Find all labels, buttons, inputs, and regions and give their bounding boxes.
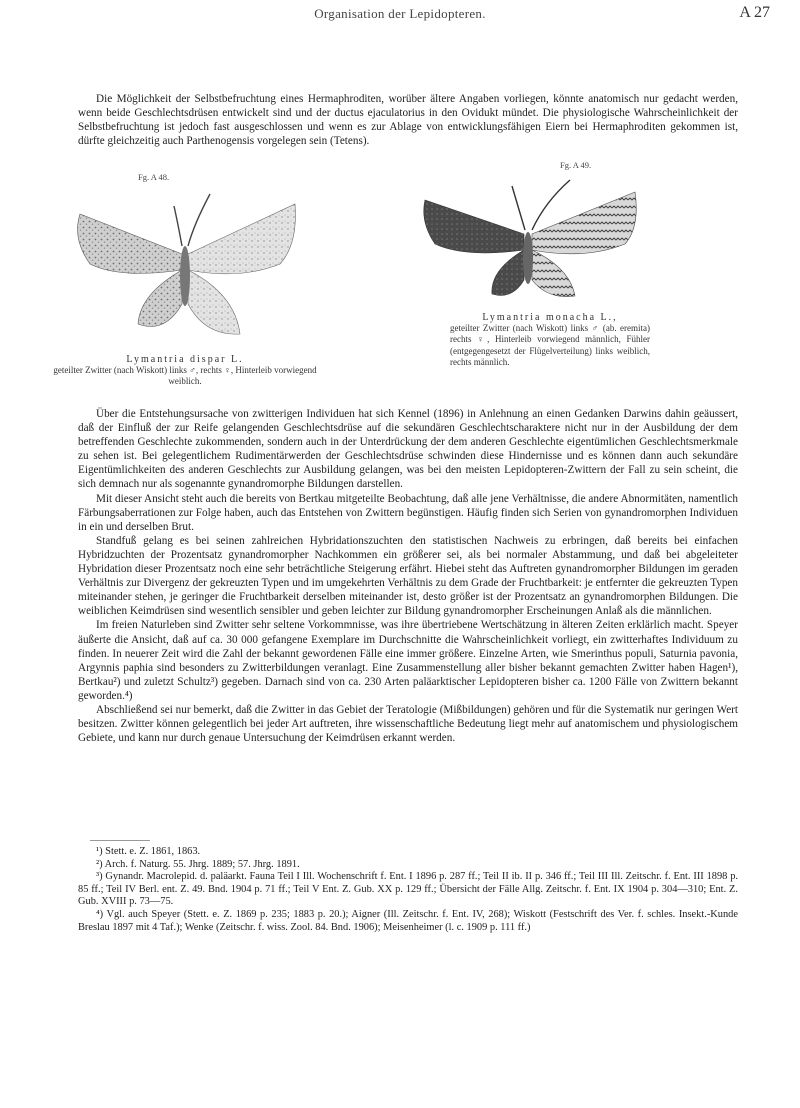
figure-caption <box>40 354 330 388</box>
figure-a49 <box>420 160 660 400</box>
body-paragraph: Über die Entstehungsursache von zwitterigen Individuen hat sich Kennel (1896) in Anlehnung an einen Gedanken Darwins dahin geäussert, daß der Einfluß der zur Reife gelangenden Geschlechtsdrüse auf die sekundären Geschlechtscharaktere nicht nur in der Ausbildung der dem betreffenden Geschlechte zukommenden, sondern auch in der Unterdrückung der dem anderen Geschlechte eigentümlichen Geschlechtsmerkmale zu sehen ist. Bei gelegentlichem Rudimentärwerden der Geschlechtsdrüse schwinden diese Hindernisse und es können dann auch sekundäre Eigentümlichkeiten des anderen Geschlechts zur Ausbildung gelangen, was bei den meisten Lepidopteren-Zwittern der Fall zu sein scheint, die sich demnach nur als sogenannte gynandromorphe Bildungen darstellen. <box>78 408 738 491</box>
moth-illustration-monacha <box>420 172 640 312</box>
caption-text: geteilter Zwitter (nach Wiskott) links ♂ (ab. eremita) rechts ♀, Hinterleib vorwiegend männlich, Fühler (entgegengesetzt der Flügelverteilung) links weiblich, rechts männlich. <box>450 323 650 367</box>
footnote-divider <box>90 840 150 841</box>
intro-section <box>78 92 738 148</box>
species-name: Lymantria monacha L., <box>482 312 618 323</box>
footnote: ⁴) Vgl. auch Speyer (Stett. e. Z. 1869 p. 235; 1883 p. 20.); Aigner (Ill. Zeitschr. f. Ent. IV, 268); Wiskott (Festschrift des Ver. f. schles. Insekt.-Kunde Breslau 1897 mit 4 Taf.); Wenke (Zeitschr. f. wiss. Zool. 84. Bnd. 1906); Meisenheimer (l. c. 1909 p. 111 ff.) <box>78 908 738 933</box>
body-section <box>78 407 738 745</box>
moth-illustration-dispar <box>70 184 300 344</box>
figure-caption <box>450 312 650 368</box>
body-paragraph: Abschließend sei nur bemerkt, daß die Zwitter in das Gebiet der Teratologie (Mißbildungen) gehören und für die Systematik nur geringen Wert besitzen. Zwitter können gelegentlich bei jeder Art auftreten, ihre wissenschaftliche Bedeutung liegt mehr auf anatomischem und physiologischem Gebiete, und kann nur durch genaue Untersuchung der Keimdrüsen erkannt werden. <box>78 703 738 745</box>
body-paragraph: Standfuß gelang es bei seinen zahlreichen Hybridationszuchten den statistischen Nachweis zu erbringen, daß bereits bei einfachen Hybridzuchten der Prozentsatz gynandromorpher Nachkommen ein größerer sei, als bei normaler Abstammung, und daß bei abgeleiteter Hybridation dieser Prozentsatz noch eine sehr beträchtliche Steigerung erfährt. Hiebei steht das Auftreten gynandromorpher Bildungen im geraden Verhältnis zur Divergenz der gekreuzten Typen und im umgekehrten Verhältnis zu dem Grade der Fruchtbarkeit: je entfernter die gekreuzten Typen miteinander stehen, je geringer die Fruchtbarkeit derselben miteinander ist, desto größer ist der Prozentsatz an gynandromorphen Bildungen. Die weiblichen Keimdrüsen sind wesentlich sensibler und geben leichter zur Bildung gynandromorpher Erscheinungen Anlaß als die männlichen. <box>78 534 738 618</box>
footnotes <box>78 846 738 934</box>
figure-a48 <box>40 172 330 402</box>
species-name: Lymantria dispar L. <box>126 354 244 365</box>
body-paragraph: Mit dieser Ansicht steht auch die bereits von Bertkau mitgeteilte Beobachtung, daß alle jene Verhältnisse, die andere Abnormitäten, namentlich Färbungsaberrationen zur Folge haben, auch das Entstehen von Zwittern begünstigen. Häufig finden sich Serien von gynandromorphen Individuen in ein und derselben Brut. <box>78 492 738 533</box>
footnote: ¹) Stett. e. Z. 1861, 1863. <box>96 846 201 857</box>
intro-paragraph: Die Möglichkeit der Selbstbefruchtung eines Hermaphroditen, worüber ältere Angaben vorliegen, könnte anatomisch nur gedacht werden, wenn beide Geschlechtsdrüsen entwickelt sind und der ductus ejaculatorius in den Ovidukt mündet. Die physiologische Wahrscheinlichkeit der Selbstbefruchtung ist jedoch fast ausgeschlossen und wenn es zur Ablage von entwicklungsfähigen Eiern bei Hermaphroditen gekommen ist, dürfte gleichzeitig auch Parthenogensis vorgelegen sein (Tetens). <box>78 93 738 148</box>
caption-text: geteilter Zwitter (nach Wiskott) links ♂, rechts ♀, Hinterleib vorwiegend weiblich. <box>53 365 317 387</box>
page-header <box>0 6 800 26</box>
figure-label: Fg. A 49. <box>560 160 592 170</box>
footnote: ²) Arch. f. Naturg. 55. Jhrg. 1889; 57. Jhrg. 1891. <box>96 858 300 870</box>
page-number: A 27 <box>739 4 770 21</box>
running-title: Organisation der Lepidopteren. <box>314 6 486 21</box>
figure-label: Fg. A 48. <box>138 172 170 182</box>
body-paragraph: Im freien Naturleben sind Zwitter sehr seltene Vorkommnisse, was ihre übertriebene Wertschätzung in älteren Zeiten erklärlich macht. Speyer äußerte die Ansicht, daß auf ca. 30 000 gefangene Exemplare im Durchschnitte die Wahrscheinlichkeit vorliegt, ein zwitterhaftes Individuum zu finden. In neuerer Zeit wird die Zahl der bekannt gewordenen Fälle eine immer größere. Einzelne Arten, wie Smerinthus populi, Saturnia pavonia, Argynnis paphia sind besonders zu Zwitterbildungen veranlagt. Eine Zusammenstellung aller bisher bekannt gemachten Zwitter haben Hagen¹), Bertkau²) und zuletzt Schultz³) gegeben. Darnach sind von ca. 230 Arten paläarktischer Lepidopteren bisher ca. 1200 Fälle von Zwittern bekannt geworden.⁴) <box>78 619 738 702</box>
footnote: ³) Gynandr. Macrolepid. d. paläarkt. Fauna Teil I Ill. Wochenschrift f. Ent. I 1896 p. 287 ff.; Teil II ib. II p. 346 ff.; Teil III Ill. Zeitschr. f. Ent. III 1898 p. 85 ff.; Teil IV Berl. ent. Z. 49. Bnd. 1904 p. 71 ff.; Teil V Ent. Z. Gub. XX p. 129 ff.; Übersicht der Fälle Allg. Zeitschr. f. Ent. IX 1904 p. 304—310; Ent. Z. Gub. XVIII p. 73—75. <box>78 871 738 908</box>
